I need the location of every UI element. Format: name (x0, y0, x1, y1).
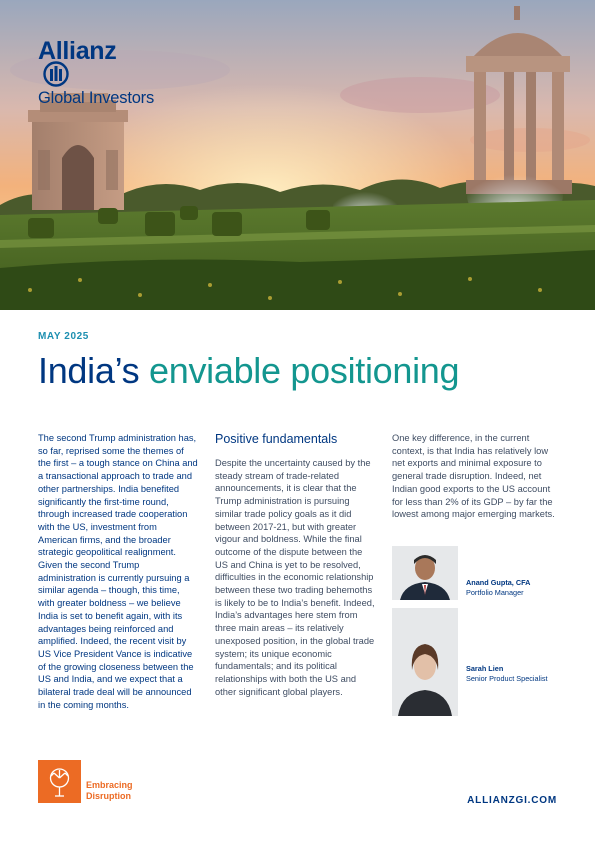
author-role: Senior Product Specialist (466, 674, 548, 683)
key-difference-paragraph: One key difference, in the current context, is that India has relatively low net exports and minimal exposure to general trade disruption. Indeed, net Indian good exports to the US account for less than 2% of its GDP – by far the lowest among major emerging markets. (392, 433, 555, 520)
author-name: Sarah Lien (466, 664, 504, 673)
hero-photo (0, 0, 595, 310)
brand-subtitle: Global Investors (38, 89, 155, 107)
embracing-disruption-label (86, 780, 133, 802)
author-photo-anand-gupta (392, 546, 458, 600)
publication-date: MAY 2025 (38, 331, 89, 342)
author-card (392, 546, 531, 600)
allianz-logo[interactable] (38, 38, 154, 107)
author-name: Anand Gupta, CFA (466, 578, 531, 587)
intro-column (38, 432, 198, 711)
title-part-1: India’s (38, 350, 140, 391)
badge-line-2: Disruption (86, 791, 131, 801)
network-tree-icon (38, 760, 81, 803)
embracing-disruption-badge (38, 760, 81, 803)
key-difference-column (392, 432, 562, 521)
india-gate-arch (28, 93, 128, 210)
fundamentals-column (215, 432, 377, 698)
page-title (38, 348, 459, 394)
author-card (392, 608, 548, 716)
title-part-2: enviable positioning (149, 350, 460, 391)
fundamentals-paragraph: Despite the uncertainty caused by the steady stream of trade-related announcements, it is clear that the Trump administration is pursuing similar trade policy goals as it did between 2017-21, but with greater vigour and boldness. While the final outcome of the dispute between the US and China is yet to be resolved, difficulties in the economic relationship between these two trading behemoths is likely to be to India’s benefit. Indeed, India’s advantages here stem from three main areas – its relatively unexposed position, in the global trade system; its unique economic fundamentals; and its political relationships with both the US and other significant global players. (215, 458, 375, 697)
badge-line-1: Embracing (86, 780, 133, 790)
brand-name: Allianz (38, 37, 117, 65)
author-role: Portfolio Manager (466, 588, 524, 597)
website-link[interactable]: ALLIANZGI.COM (467, 795, 557, 806)
intro-paragraph: The second Trump administration has, so far, reprised some the themes of the first – a tough stance on China and a transactional approach to trade and other partnerships. India benefited significantly the first-time round, through increased trade cooperation with the US, investment from American firms, and the broader strategic geopolitical realignment. Given the second Trump administration is currently pursuing a similar agenda – though, this time, with greater boldness – we believe India is set to benefit again, with its advantages being reinforced and amplified. Indeed, the recent visit by US Vice President Vance is indicative of the growing closeness between the US and India, and we expect that a bilateral trade deal will be announced in the coming months. (38, 433, 198, 710)
author-photo-sarah-lien (392, 608, 458, 716)
section-heading: Positive fundamentals (215, 432, 338, 446)
